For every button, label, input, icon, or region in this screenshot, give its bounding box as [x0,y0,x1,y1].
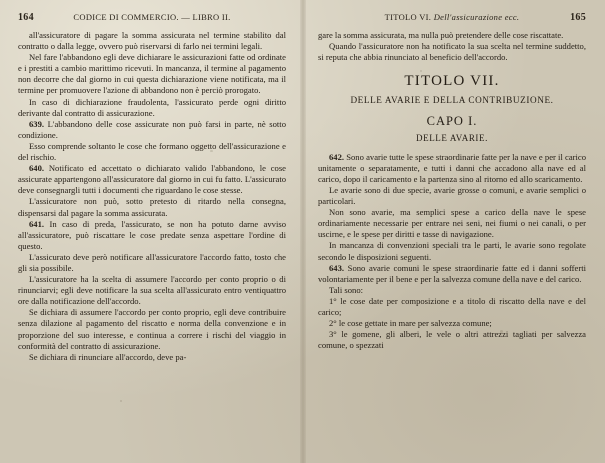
article-643: 643. Sono avarie comuni le spese straordinarie fatte ed i danni sofferti volontariamente per il bene e per la salvezza comune della nave e del carico. [318,262,586,284]
paragraph: Le avarie sono di due specie, avarie grosse o comuni, e avarie semplici o particolari. [318,184,586,207]
right-running-head [318,12,586,22]
paragraph: In mancanza di convenzioni speciali tra le parti, le avarie sono regolate secondo le disposizioni seguenti. [318,240,586,262]
paragraph: In caso di dichiarazione fraudolenta, l'assicurato perde ogni diritto derivante dal contratto di assicurazione. [18,96,286,118]
right-running-head-title: Dell'assicurazione ecc. [433,12,520,22]
capo-subheading: DELLE AVARIE. [416,132,488,143]
paragraph: L'assicuratore non può, sotto pretesto di ritardo nella consegna, dispensarsi dal pagare la somma assicurata. [18,196,286,218]
article-641: 641. In caso di preda, l'assicurato, se non ha potuto darne avviso all'assicuratore, può riscattare le cose predate senza aspettare l'ordine di questo. [18,218,286,251]
paragraph: Esso comprende soltanto le cose che formano oggetto dell'assicurazione e del rischio. [18,140,286,163]
left-folio: 164 [18,12,34,23]
paragraph: Tali sono: [329,284,364,295]
paragraph: gare la somma assicurata, ma nulla può pretendere delle cose riscattate. [318,30,564,40]
left-running-head [18,12,286,22]
paragraph: Quando l'assicuratore non ha notificato la sua scelta nel termine suddetto, si reputa che abbia rinunciato al beneficio dell'accordo. [318,41,586,63]
article-639: 639. L'abbandono delle cose assicurate non può farsi in parte, nè sotto condizione. [18,118,286,140]
left-page [18,0,286,463]
paragraph: Non sono avarie, ma semplici spese a carico della nave le spese ordinariamente necessarie per entrare nei seni, nei fiumi o nei canali, o per uscirne, e le spese per diritti e tasse di navigazione. [318,207,586,240]
list-item: 3° le gomene, gli alberi, le vele o altri attrezzi tagliati per salvezza comune, o spezzati [318,329,586,351]
paragraph: Se dichiara di rinunciare all'accordo, deve pa- [29,351,187,362]
right-page [318,0,586,463]
titolo-heading: TITOLO VII. [404,73,500,90]
left-page-body [18,30,286,363]
paragraph: all'assicuratore di pagare la somma assicurata nel termine stabilito dal contratto o dalla legge, ovvero può riservarsi di farlo nei termini legali. [18,30,286,52]
titolo-subheading: DELLE AVARIE E DELLA CONTRIBUZIONE. [350,95,554,106]
paragraph: L'assicurato deve però notificare all'assicuratore l'accordo fatto, tosto che gli sia possibile. [18,251,286,273]
right-running-head-prefix: TITOLO VI. [384,12,432,22]
right-page-body [318,30,586,351]
paragraph: Nel fare l'abbandono egli deve dichiarare le assicurazioni fatte od ordinate e i prestiti a cambio marittimo ricevuti. In mancanza, il termine al pagamento non decorre che dal giorno in cui questa dichiarazione viene notificata, ma il termine per promuovere l'azione di abbandono non è perciò prorogato. [18,52,286,96]
left-running-head-text: CODICE DI COMMERCIO. — LIBRO II. [73,12,231,22]
article-640: 640. Notificato ed accettato o dichiarato valido l'abbandono, le cose assicurate appartengono all'assicuratore dal giorno in cui fu fatto. L'assicurato deve consegnargli tutti i documenti che riguardano le cose stesse. [18,163,286,196]
page-gutter [300,0,306,463]
paragraph: L'assicuratore ha la scelta di assumere l'accordo per conto proprio o di rinunciarvi; egli deve notificare la sua scelta all'assicurato entro ventiquattro ore dalla notificazione dell'accordo. [18,274,286,307]
list-item: 1° le cose date per composizione e a titolo di riscatto della nave e del carico; [318,295,586,317]
list-item: 2° le cose gettate in mare per salvezza comune; [329,318,492,329]
article-642: 642. Sono avarie tutte le spese straordinarie fatte per la nave e per il carico unitamente o separatamente, e tutti i danni che accadono alla nave ed al carico, dopo il caricamento e la partenza sino al ritorno ed allo scaricamento. [318,151,586,184]
right-folio: 165 [570,12,586,23]
capo-heading: CAPO I. [426,114,478,129]
paragraph: Se dichiara di assumere l'accordo per conto proprio, egli deve contribuire senza dilazione al pagamento del riscatto e norma della convenzione e in proporzione del suo interesse, e continua a correre i rischi del viaggio in conformità del contratto di assicurazione. [18,307,286,351]
